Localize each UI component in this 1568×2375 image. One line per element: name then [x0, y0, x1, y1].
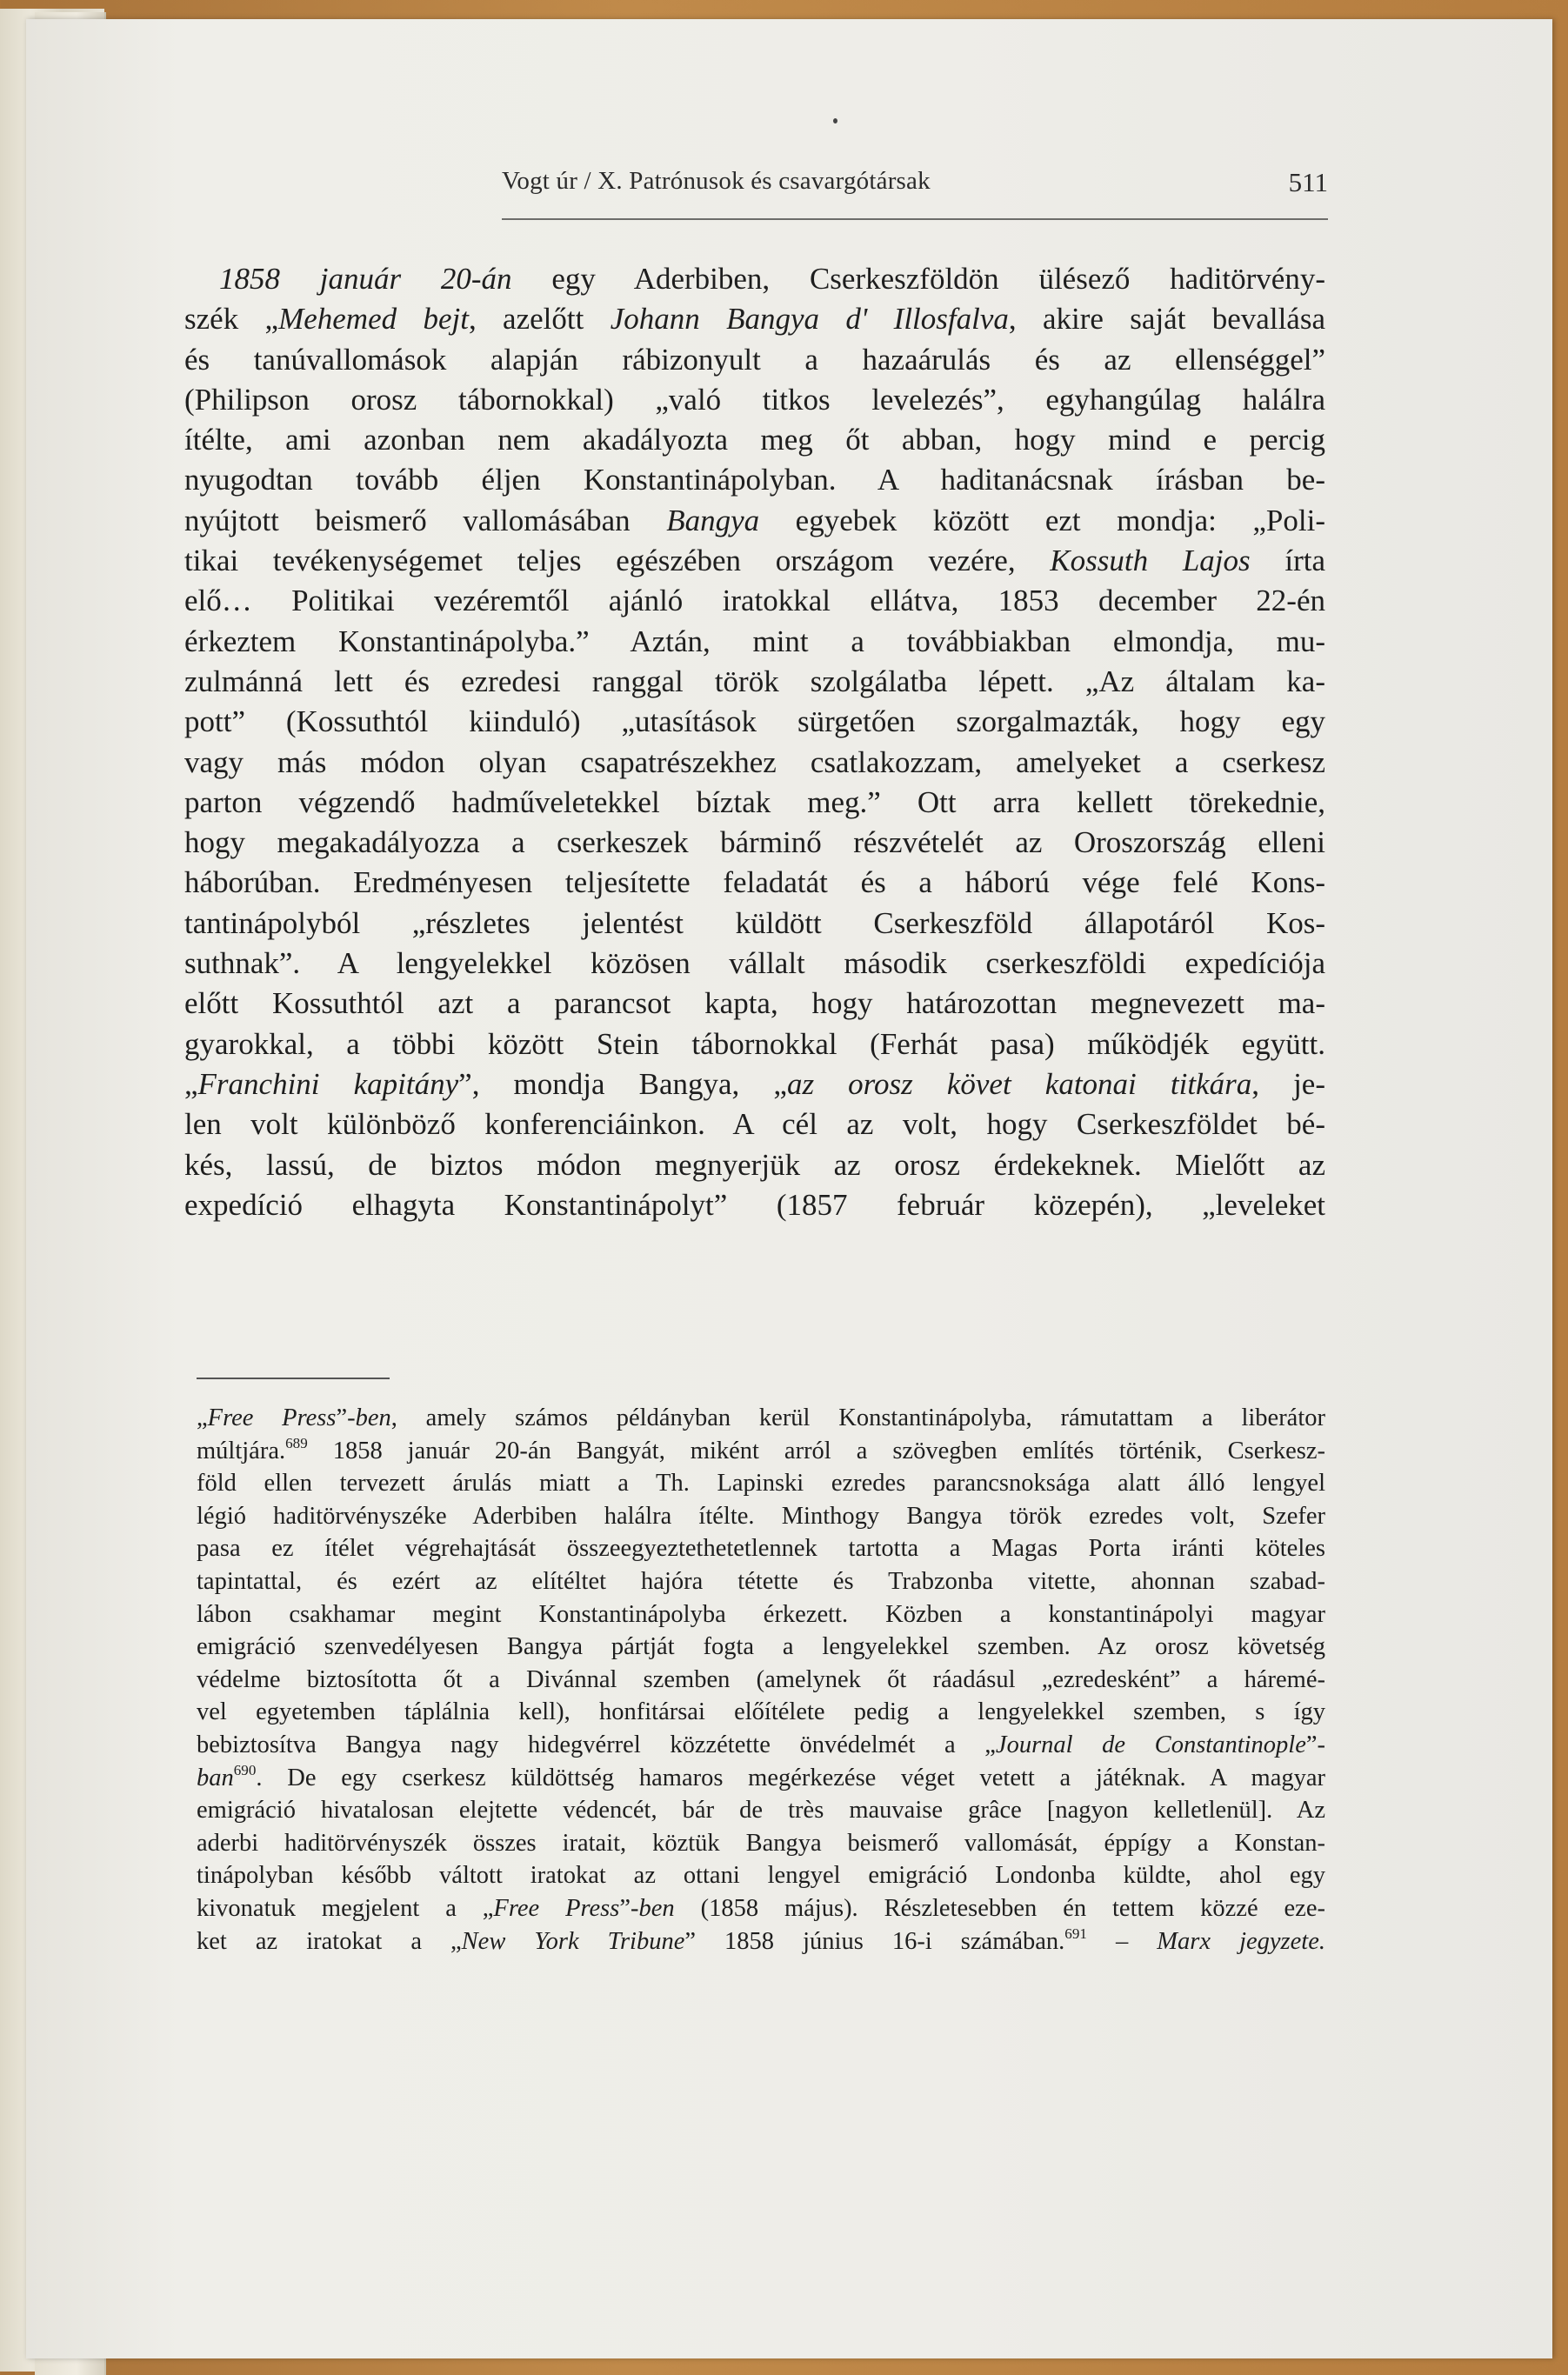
text-line [197, 1794, 1325, 1827]
text-segment: ”- [336, 1404, 356, 1431]
text-line [184, 783, 1325, 823]
text-line [184, 581, 1325, 621]
footnote-body [197, 1402, 1325, 1958]
text-segment: tantinápolyból „részletes jelentést küldött Cserkeszföld állapotáról Kos- [184, 905, 1325, 940]
text-segment: aderbi haditörvényszék összes iratait, köztük Bangya beismerő vallomását, éppígy a Konstan- [197, 1829, 1325, 1857]
text-segment: Franchini kapitány [197, 1066, 459, 1101]
text-segment: (1858 május). Részletesebben én tettem közzé eze- [674, 1894, 1325, 1922]
text-line [184, 622, 1325, 662]
footnote-separator [197, 1378, 390, 1379]
header-rule [502, 218, 1328, 220]
text-segment: ben [638, 1894, 675, 1922]
text-segment: vel egyetemben táplálnia kell), honfitársai előítélete pedig a lengyelekkel szemben, s így [197, 1698, 1325, 1726]
text-segment: ”- [1305, 1731, 1325, 1758]
text-segment: . De egy cserkesz küldöttség hamaros megérkezése véget vetett a játéknak. A magyar [256, 1764, 1325, 1791]
text-line [184, 944, 1325, 984]
text-line [197, 1762, 1325, 1795]
text-segment: ban [197, 1764, 234, 1791]
text-segment: egy Aderbiben, Cserkeszföldön ülésező haditörvény- [511, 262, 1325, 296]
ink-speck [833, 118, 837, 123]
text-line [184, 420, 1325, 460]
text-line [197, 1664, 1325, 1697]
text-segment: Free Press [493, 1894, 620, 1922]
text-segment: Bangya [666, 503, 760, 537]
text-segment: tikai tevékenységemet teljes egészében országom vezére, [184, 544, 1051, 578]
text-segment: hogy megakadályozza a cserkeszek bárminő részvételét az Oroszország elleni [184, 825, 1325, 860]
text-line [184, 541, 1325, 581]
text-segment: , amely számos példányban kerül Konstantinápolyba, rámutattam a liberátor [390, 1404, 1325, 1431]
text-segment: és tanúvallomások alapján rábizonyult a hazaárulás és az ellenséggel” [184, 342, 1325, 377]
text-segment: érkeztem Konstantinápolyba.” Aztán, mint a továbbiakban elmondja, mu- [184, 624, 1325, 658]
text-segment: Marx jegyzete. [1157, 1927, 1325, 1955]
text-line [184, 823, 1325, 863]
text-line [184, 259, 1325, 299]
text-segment: ítélte, ami azonban nem akadályozta meg őt abban, hogy mind e percig [184, 423, 1325, 457]
text-segment: Johann Bangya d' Illosfalva [610, 302, 1009, 337]
text-line [184, 863, 1325, 903]
text-line [184, 1145, 1325, 1185]
text-segment: „ [197, 1404, 208, 1431]
text-line [184, 984, 1325, 1024]
text-segment: emigráció hivatalosan elejtette védencét, bár de très mauvaise grâce [nagyon kelletlenül]. Az [197, 1797, 1325, 1825]
text-line [197, 1435, 1325, 1468]
text-segment: , je- [1251, 1066, 1325, 1101]
text-segment: pott” (Kossuthtól kiinduló) „utasítások sürgetően szorgalmazták, hogy egy [184, 704, 1325, 739]
text-line [197, 1598, 1325, 1631]
text-segment: föld ellen tervezett árulás miatt a Th. Lapinski ezredes parancsnoksága alatt álló lengyel [197, 1470, 1325, 1498]
running-title: Vogt úr / X. Patrónusok és csavargótársak [502, 167, 931, 195]
text-segment: len volt különböző konferenciáinkon. A cél az volt, hogy Cserkeszföldet bé- [184, 1107, 1325, 1142]
text-segment: múltjára. [197, 1437, 286, 1464]
text-segment: nyugodtan tovább éljen Konstantinápolyban. A haditanácsnak írásban be- [184, 463, 1325, 497]
text-segment: emigráció szenvedélyesen Bangya pártját fogta a lengyelekkel szemben. Az orosz követség [197, 1633, 1325, 1661]
text-segment: – [1086, 1927, 1158, 1955]
main-text-body [184, 259, 1325, 1225]
footnote-ref: 689 [285, 1434, 308, 1451]
text-line [184, 299, 1325, 339]
text-segment: tinápolyban később váltott iratokat az ottani lengyel emigráció Londonba küldte, ahol egy [197, 1862, 1325, 1890]
text-segment: zulmánná lett és ezredesi ranggal török szolgálatba lépett. „Az általam ka- [184, 664, 1325, 698]
page-number: 511 [1288, 167, 1328, 197]
footnote-ref: 691 [1064, 1925, 1087, 1942]
text-segment: nyújtott beismerő vallomásában [184, 503, 667, 537]
text-segment: ” 1858 június 16-i számában. [684, 1927, 1065, 1955]
text-segment: ”- [619, 1894, 639, 1922]
text-line [197, 1696, 1325, 1729]
text-line [184, 702, 1325, 742]
text-segment: (Philipson orosz tábornokkal) „való titkos levelezés”, egyhangúlag halálra [184, 382, 1325, 417]
text-segment: lábon csakhamar megint Konstantinápolyba érkezett. Közben a konstantinápolyi magyar [197, 1600, 1325, 1628]
text-segment: parton végzendő hadműveletekkel bíztak meg.” Ott arra kellett törekednie, [184, 784, 1325, 819]
text-line [197, 1565, 1325, 1598]
text-line [184, 501, 1325, 541]
text-line [197, 1467, 1325, 1500]
text-line [197, 1402, 1325, 1435]
text-segment: Mehemed bejt [278, 302, 469, 337]
text-segment: New York Tribune [461, 1927, 685, 1955]
page-header [502, 167, 1328, 210]
text-segment: ket az iratokat a „ [197, 1927, 462, 1955]
text-segment: szék „ [184, 302, 279, 337]
text-segment: egyebek között ezt mondja: „Poli- [759, 503, 1325, 537]
text-line [197, 1827, 1325, 1860]
text-line [197, 1892, 1325, 1925]
text-segment: bebiztosítva Bangya nagy hidegvérrel közzétette önvédelmét a „ [197, 1731, 996, 1758]
text-line [184, 1104, 1325, 1144]
text-segment: védelme biztosította őt a Divánnal szemben (amelynek őt ráadásul „ezredesként” a háremé- [197, 1665, 1325, 1693]
text-line [184, 904, 1325, 944]
text-segment: tapintattal, és ezért az elítéltet hajóra tétette és Trabzonba vitette, ahonnan szabad- [197, 1567, 1325, 1595]
text-segment: légió haditörvényszéke Aderbiben halálra ítélte. Minthogy Bangya török ezredes volt, Szefer [197, 1502, 1325, 1530]
text-line [197, 1500, 1325, 1533]
text-line [197, 1925, 1325, 1958]
text-segment: ben [355, 1404, 391, 1431]
text-segment: írta [1250, 544, 1325, 578]
text-segment: előtt Kossuthtól azt a parancsot kapta, hogy határozottan megnevezett ma- [184, 986, 1325, 1021]
text-segment: pasa ez ítélet végrehajtását összeegyeztethetetlennek tartotta a Magas Porta iránti köteles [197, 1535, 1325, 1563]
text-segment: „ [184, 1066, 198, 1101]
text-line [184, 662, 1325, 702]
text-segment: 1858 január 20-án [219, 262, 512, 296]
text-segment: Free Press [207, 1404, 337, 1431]
text-line [184, 380, 1325, 420]
text-segment: háborúban. Eredményesen teljesítette feladatát és a háború vége felé Kons- [184, 865, 1325, 900]
text-segment: , akire saját bevallása [1008, 302, 1325, 337]
footnote-ref: 690 [233, 1761, 257, 1778]
text-segment: kivonatuk megjelent a „ [197, 1894, 494, 1922]
text-segment: 1858 január 20-án Bangyát, miként arról a szövegben említés történik, Cserkesz- [307, 1437, 1325, 1464]
text-segment: suthnak”. A lengyelekkel közösen vállalt második cserkeszföldi expedíciója [184, 946, 1325, 981]
text-line [197, 1631, 1325, 1664]
text-segment: , azelőtt [468, 302, 611, 337]
text-line [184, 1024, 1325, 1064]
text-segment: expedíció elhagyta Konstantinápolyt” (1857 február közepén), „leveleket [184, 1187, 1325, 1222]
text-segment: Kossuth Lajos [1050, 544, 1251, 578]
text-line [197, 1532, 1325, 1565]
text-line [184, 743, 1325, 783]
text-segment: Journal de Constantinople [995, 1731, 1306, 1758]
text-line [184, 1185, 1325, 1225]
text-segment: az orosz követ katonai titkára [786, 1066, 1252, 1101]
text-segment: vagy más módon olyan csapatrészekhez csatlakozzam, amelyeket a cserkesz [184, 744, 1325, 779]
text-line [197, 1729, 1325, 1762]
text-line [184, 340, 1325, 380]
text-segment: ”, mondja Bangya, „ [458, 1066, 787, 1101]
text-line [197, 1859, 1325, 1892]
text-segment: gyarokkal, a többi között Stein tábornokkal (Ferhát pasa) működjék együtt. [184, 1026, 1325, 1061]
text-segment: kés, lassú, de biztos módon megnyerjük az orosz érdekeknek. Mielőtt az [184, 1147, 1325, 1182]
text-segment: elő… Politikai vezéremtől ajánló iratokkal ellátva, 1853 december 22-én [184, 584, 1325, 618]
text-line [184, 1064, 1325, 1104]
text-line [184, 460, 1325, 500]
